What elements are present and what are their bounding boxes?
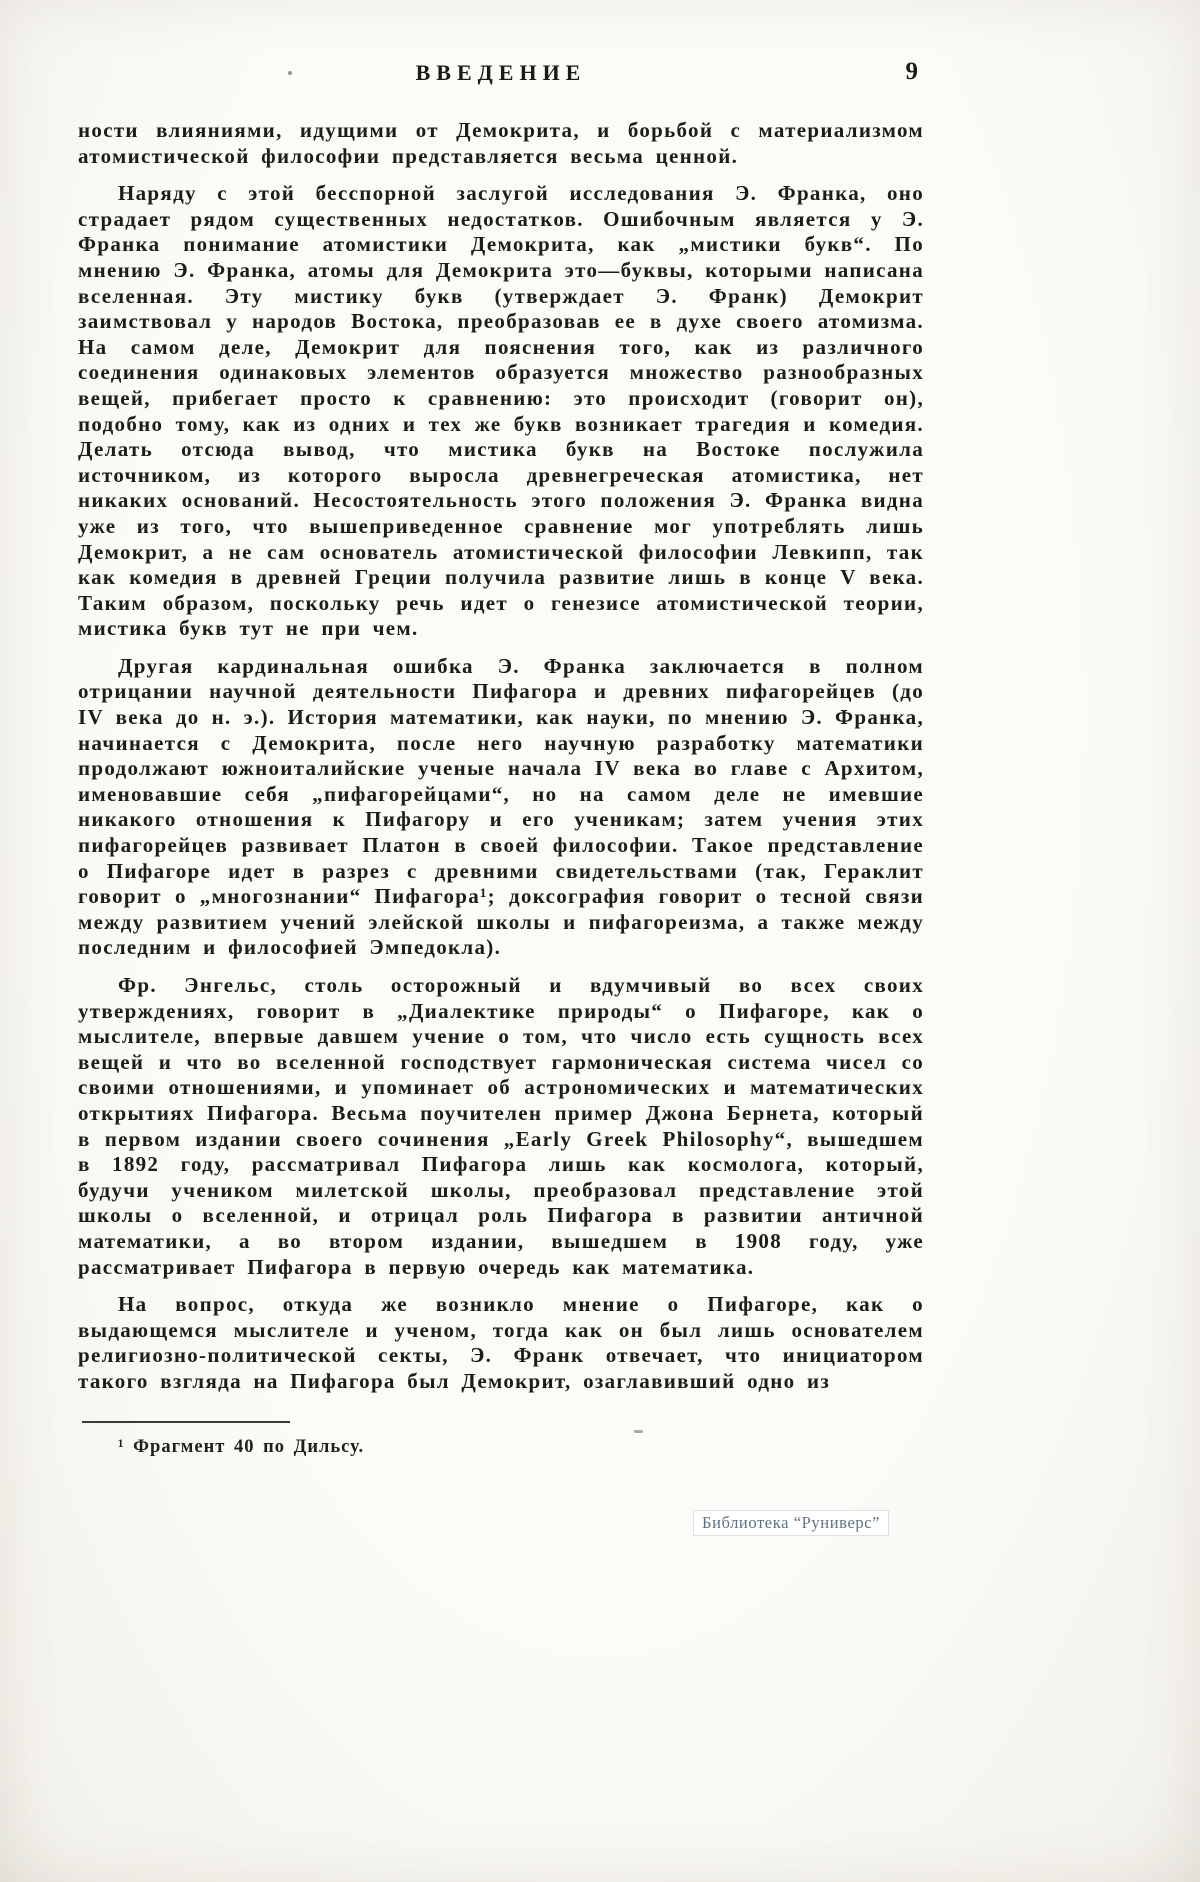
page-title: ВВЕДЕНИЕ [415,60,587,85]
scan-speck [288,71,292,75]
paragraph: Другая кардинальная ошибка Э. Франка заключается в полном отрицании научной деятельности Пифагора и древних пифагорейцев (до IV века до н. э.). История математики, как науки, по мнению Э. Франка, начинается с Демокрита, после него научную разработку математики продолжают южноиталийские ученые начала IV века во главе с Архитом, именовавшие себя „пифагорейцами“, но на самом деле не имевшие никакого отношения к Пифагору и его ученикам; затем учения этих пифагорейцев развивает Платон в своей философии. Такое представление о Пифагоре идет в разрез с древними свидетельствами (так, Гераклит говорит о „многознании“ Пифагора¹; доксография говорит о тесной связи между развитием учений элейской школы и пифагореизма, а также между последним и философией Эмпедокла). [78,653,924,960]
paragraph: На вопрос, откуда же возникло мнение о Пифагоре, как о выдающемся мыслителе и ученом, тогда как он был лишь основателем религиозно-политической секты, Э. Франк отвечает, что инициатором такого взгляда на Пифагора был Демокрит, озаглавивший одно из [78,1292,924,1393]
footnote-divider [82,1421,290,1423]
paragraph: Фр. Энгельс, столь осторожный и вдумчивый во всех своих утверждениях, говорит в „Диалектике природы“ о Пифагоре, как о мыслителе, впервые давшем учение о том, что число есть сущность всех вещей и что во вселенной господствует гармоническая система чисел со своими отношениями, и упоминает об астрономических и математических открытиях Пифагора. Весьма поучителен пример Джона Бернета, который в первом издании своего сочинения „Early Greek Philosophy“, вышедшем в 1892 году, рассматривал Пифагора лишь как космолога, который, будучи учеником милетской школы, преобразовал представление этой школы о вселенной, и отрицал роль Пифагора в развитии античной математики, а во втором издании, вышедшем в 1908 году, уже рассматривает Пифагора в первую очередь как математика. [78,973,924,1279]
page-body [78,118,924,1460]
paragraph: ности влияниями, идущими от Демокрита, и борьбой с материализмом атомистической философии представляется весьма ценной. [78,118,924,168]
page-header [78,60,924,94]
library-watermark: Библиотека “Руниверс” [693,1510,889,1536]
footnote: ¹ Фрагмент 40 по Дильсу. [118,1436,365,1457]
paragraph: Наряду с этой бесспорной заслугой исследования Э. Франка, оно страдает рядом существенных недостатков. Ошибочным является у Э. Франка понимание атомистики Демокрита, как „мистики букв“. По мнению Э. Франка, атомы для Демокрита это—буквы, которыми написана вселенная. Эту мистику букв (утверждает Э. Франк) Демокрит заимствовал у народов Востока, преобразовав ее в духе своего атомизма. На самом деле, Демокрит для пояснения того, как из различного соединения одинаковых элементов образуется множество разнообразных вещей, прибегает просто к сравнению: это происходит (говорит он), подобно тому, как из одних и тех же букв возникает трагедия и комедия. Делать отсюда вывод, что мистика букв на Востоке послужила источником, из которого выросла древнегреческая атомистика, нет никаких оснований. Несостоятельность этого положения Э. Франка видна уже из того, что вышеприведенное сравнение мог употреблять лишь Демокрит, а не сам основатель атомистической философии Левкипп, так как комедия в древней Греции получила развитие лишь в конце V века. Таким образом, поскольку речь идет о генезисе атомистической теории, мистика букв тут не при чем. [78,181,924,641]
page-number: 9 [905,58,918,85]
